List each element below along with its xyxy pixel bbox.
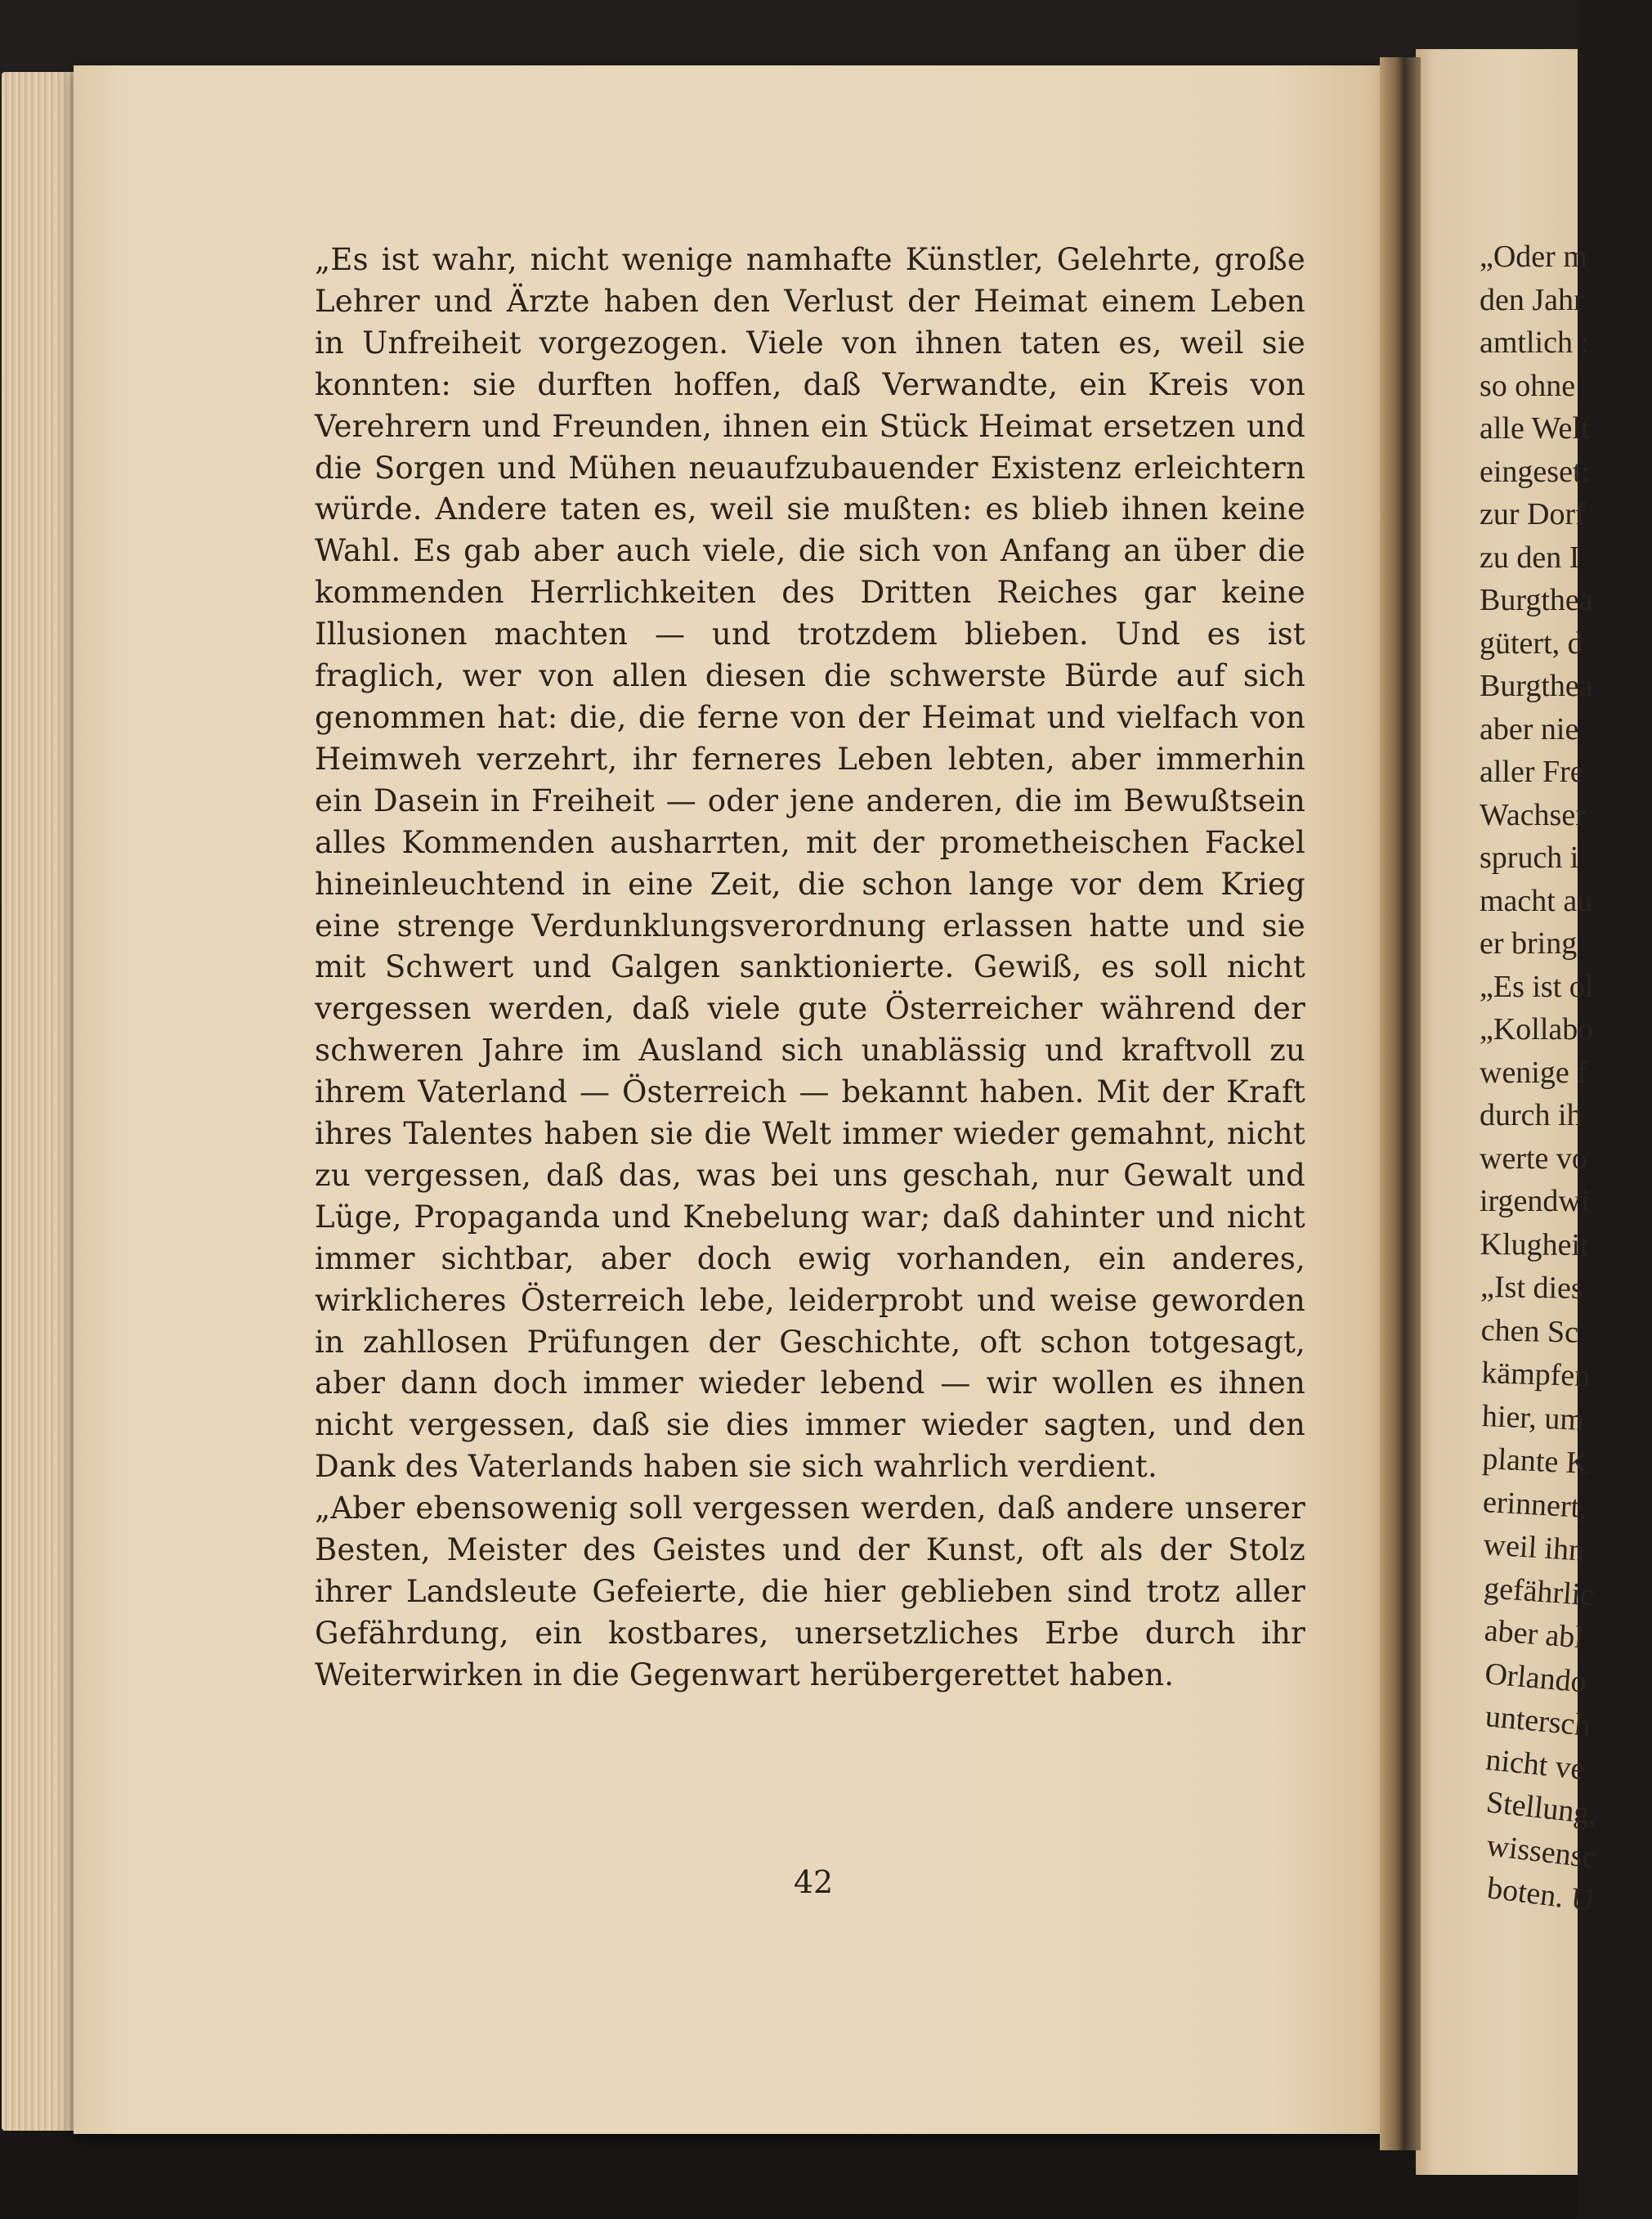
right-page-line: kämpfen xyxy=(1480,1356,1591,1394)
right-page-line: Orlando xyxy=(1483,1656,1588,1700)
right-page-line: boten. U xyxy=(1484,1871,1596,1919)
right-page-line: erinnert, xyxy=(1482,1484,1588,1525)
paragraph-1: „Es ist wahr, nicht wenige namhafte Künstler, Gelehrte, große Lehrer und Ärzte haben den Verlust der Heimat einem Leben in Unfreiheit vorgezogen. Viele von ihnen taten es, weil sie konnten: sie durften hoffen, daß Verwandte, ein Kreis von Verehrern und Freunden, ihnen ein Stück Heimat ersetzen und die Sorgen und Mühen neuaufzubauender Existenz erleichtern würde. Andere taten es, weil sie mußten: es blieb ihnen keine Wahl. Es gab aber auch viele, die sich von Anfang an über die kommenden Herrlichkeiten des Dritten Reiches gar keine Illusionen machten — und trotzdem blieben. Und es ist fraglich, wer von allen diesen die schwerste Bürde auf sich genommen hat: die, die ferne von der Heimat und vielfach von Heimweh verzehrt, ihr ferneres Leben lebten, aber immerhin ein Dasein in Freiheit — oder jene anderen, die im Bewußtsein alles Kommenden ausharrten, mit der prometheischen Fackel hineinleuchtend in eine Zeit, die schon lange vor dem Krieg eine strenge Verdunklungsverordnung erlassen hatte und sie mit Schwert und Galgen sanktionierte. Gewiß, es soll nicht vergessen werden, daß viele gute Österreicher während der schweren Jahre im Ausland sich unablässig und kraftvoll zu ihrem Vaterland — Österreich — bekannt haben. Mit der Kraft ihres Talentes haben sie die Welt immer wieder gemahnt, nicht zu vergessen, daß das, was bei uns geschah, nur Gewalt und Lüge, Propaganda und Knebelung war; daß dahinter und nicht immer sichtbar, aber doch ewig vorhanden, ein anderes, wirklicheres Österreich lebe, leiderprobt und weise geworden in zahllosen Prüfungen der Geschichte, oft schon totgesagt, aber dann doch immer wieder lebend — wir wollen es ihnen nicht vergessen, daß sie dies immer wieder sagten, und den Dank des Vaterlands haben sie sich wahrlich verdient. xyxy=(315,242,1305,1485)
page-number: 42 xyxy=(793,1864,834,1900)
right-page-line: zu den I xyxy=(1480,540,1580,575)
right-page-line: Burgthea xyxy=(1480,669,1593,703)
right-page-line: aber nie xyxy=(1480,711,1579,746)
right-page-line: eingeset: xyxy=(1480,454,1591,489)
right-page-line: plante K xyxy=(1481,1441,1590,1482)
right-page-line: hier, um xyxy=(1481,1398,1585,1437)
right-page-line: „Es ist ol xyxy=(1480,969,1594,1004)
right-page-line: „Oder m xyxy=(1480,240,1587,274)
left-page-text xyxy=(315,240,1305,1697)
right-page-line: nicht ve xyxy=(1484,1742,1587,1786)
right-page-line: wenige f xyxy=(1480,1055,1587,1090)
right-page-line: Klugheit xyxy=(1480,1226,1589,1262)
right-page-line: spruch i xyxy=(1480,841,1579,875)
right-page-line: aber abl xyxy=(1483,1613,1585,1656)
right-page-line: durch ih xyxy=(1480,1098,1583,1132)
right-page-line: amtlich : xyxy=(1480,325,1590,360)
right-page-line: wissensc xyxy=(1484,1827,1599,1876)
right-page-line: den Jahr xyxy=(1480,282,1584,317)
right-page-line: er bring xyxy=(1480,926,1578,961)
right-page-line: zur Dorf xyxy=(1480,497,1586,531)
right-page-line: Stellung, xyxy=(1484,1785,1600,1831)
right-page-line: „Kollabo xyxy=(1480,1012,1594,1047)
right-page-line: irgendwi xyxy=(1480,1184,1590,1218)
paragraph-2: „Aber ebensowenig soll vergessen werden, daß andere unserer Besten, Meister des Geistes und der Kunst, oft als der Stolz ihrer Landsleute Gefeierte, die hier geblieben sind trotz aller Gefährdung, ein kostbares, unersetzliches Erbe durch ihr Weiterwirken in die Gegenwart herübergerettet haben. xyxy=(315,1491,1305,1692)
right-page-line: Wachser xyxy=(1480,797,1586,832)
right-page-line: gefährlic xyxy=(1482,1570,1596,1612)
right-page-line: untersch xyxy=(1484,1699,1592,1744)
right-page-line: macht au xyxy=(1480,883,1593,918)
right-page-line: Burgthea xyxy=(1480,583,1593,617)
book-gutter xyxy=(1380,57,1421,2150)
right-page-line: alle Welt xyxy=(1480,411,1590,446)
right-page-line: chen Sc xyxy=(1480,1312,1579,1350)
right-page-text xyxy=(1480,235,1643,1919)
right-page-line: aller Fre xyxy=(1480,755,1584,789)
right-page-line: gütert, d xyxy=(1480,625,1583,661)
right-page-line: „Ist dies xyxy=(1480,1270,1584,1306)
right-page-line: weil ihn xyxy=(1482,1527,1586,1568)
right-page-line: so ohne xyxy=(1480,368,1576,403)
right-page xyxy=(1416,49,1600,2175)
right-page-line: werte vo xyxy=(1480,1141,1587,1176)
